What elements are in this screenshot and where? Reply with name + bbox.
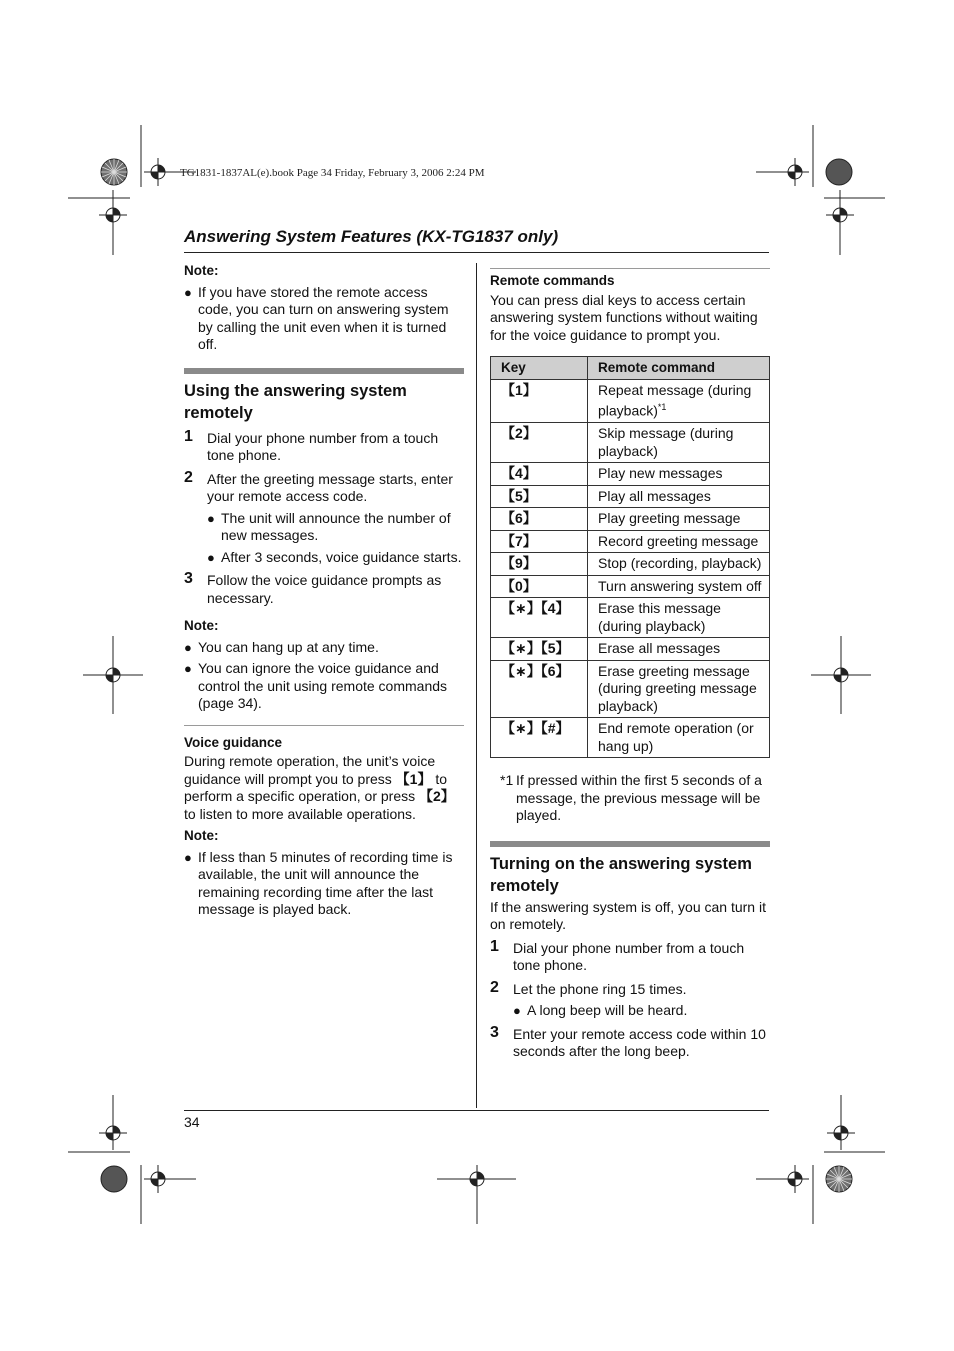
section-title: Turning on the answering system remotely	[490, 854, 752, 895]
key-cell: 【0】	[491, 575, 588, 598]
footer-rule	[184, 1110, 769, 1111]
key-cell: 【2】	[491, 423, 588, 463]
table-row	[491, 638, 770, 661]
list-item: ● You can ignore the voice guidance and control the unit using remote commands (page 34).	[184, 660, 448, 711]
step-text: Enter your remote access code within 10 seconds after the long beep.	[513, 1025, 766, 1060]
key-cell: 【6】	[491, 508, 588, 531]
footnote-text: If pressed within the first 5 seconds of a message, the previous message will be played.	[516, 772, 762, 824]
table-row	[491, 463, 770, 486]
table-row	[491, 530, 770, 553]
section-bar	[184, 368, 464, 374]
note-title: Note:	[184, 618, 219, 633]
key-cell: 【∗】【6】	[491, 660, 588, 718]
step-number: 2	[184, 468, 193, 486]
list-item: ● After 3 seconds, voice guidance starts.	[207, 548, 462, 565]
table-row	[491, 598, 770, 638]
key-cell: 【1】	[491, 379, 588, 423]
command-cell: Erase all messages	[588, 638, 770, 661]
key-cell: 【7】	[491, 530, 588, 553]
command-cell: Turn answering system off	[588, 575, 770, 598]
note-title: Note:	[184, 263, 219, 278]
footnote-mark: *1	[500, 772, 514, 789]
footnote	[500, 772, 770, 825]
section-intro: If the answering system is off, you can turn it on remotely.	[490, 898, 766, 933]
command-cell: Stop (recording, playback)	[588, 553, 770, 576]
step-item	[490, 937, 770, 975]
command-cell: Record greeting message	[588, 530, 770, 553]
command-cell: Play greeting message	[588, 508, 770, 531]
step-item	[184, 468, 464, 567]
voice-guidance-text: During remote operation, the unit’s voice guidance will prompt you to press 【1】 to perform a specific operation, or press 【2】 to listen to more available operations.	[184, 753, 455, 822]
page-number: 34	[184, 1114, 200, 1130]
step-item	[184, 427, 464, 465]
left-column	[184, 262, 464, 923]
key-cell: 【∗】【5】	[491, 638, 588, 661]
command-cell: End remote operation (or hang up)	[588, 718, 770, 758]
step-text: Dial your phone number from a touch tone phone.	[513, 939, 745, 974]
step-number: 2	[490, 978, 499, 996]
list-item: ● If you have stored the remote access code, you can turn on answering system by calling the unit even when it is turned off.	[184, 283, 449, 352]
table-row	[491, 575, 770, 598]
divider	[490, 268, 770, 269]
note-title: Note:	[184, 828, 219, 843]
table-row	[491, 379, 770, 423]
step-text: Dial your phone number from a touch tone phone.	[207, 429, 439, 463]
table-row	[491, 423, 770, 463]
remote-commands-table	[490, 356, 770, 758]
column-header: Key	[491, 357, 588, 380]
command-cell: Erase greeting message (during greeting message playback)	[588, 660, 770, 718]
table-row	[491, 660, 770, 718]
step-number: 3	[184, 570, 193, 587]
subsection-title: Remote commands	[490, 273, 615, 288]
command-cell: Erase this message (during playback)	[588, 598, 770, 638]
table-row	[491, 718, 770, 758]
column-header: Remote command	[588, 357, 770, 380]
key-2-label: 【2】	[419, 788, 455, 804]
step-text: Follow the voice guidance prompts as necessary.	[207, 572, 442, 606]
table-row	[491, 553, 770, 576]
divider	[184, 725, 464, 726]
step-text: Let the phone ring 15 times.	[513, 980, 687, 997]
key-cell: 【∗】【#】	[491, 718, 588, 758]
list-item: ● If less than 5 minutes of recording time is available, the unit will announce the remaining recording time after the last message is played back.	[184, 848, 453, 917]
step-item	[184, 572, 464, 607]
table-header-row	[491, 357, 770, 380]
right-column	[490, 268, 770, 1067]
step-number: 3	[490, 1023, 499, 1041]
step-item	[490, 978, 770, 1020]
step-number: 1	[490, 937, 499, 955]
footnote-ref: *1	[657, 402, 667, 412]
key-cell: 【4】	[491, 463, 588, 486]
command-cell: Skip message (during playback)	[588, 423, 770, 463]
key-cell: 【∗】【4】	[491, 598, 588, 638]
step-text: After the greeting message starts, enter your remote access code.	[207, 470, 453, 504]
column-divider	[476, 263, 477, 1108]
command-cell: Repeat message (during playback)$^{*1}$	[588, 379, 770, 423]
list-item: ● A long beep will be heard.	[513, 1002, 688, 1019]
table-row	[491, 485, 770, 508]
page-title: Answering System Features (KX-TG1837 only)	[184, 227, 559, 246]
list-item: ● You can hang up at any time.	[184, 638, 379, 655]
list-item: ● The unit will announce the number of new messages.	[207, 509, 451, 543]
table-row	[491, 508, 770, 531]
command-cell: Play new messages	[588, 463, 770, 486]
section-bar	[490, 841, 770, 847]
remote-commands-intro: You can press dial keys to access certain answering system functions without waiting for the voice guidance to prompt you.	[490, 291, 758, 343]
header-rule	[184, 252, 769, 253]
step-item	[490, 1023, 770, 1061]
print-info: TG1831-1837AL(e).book Page 34 Friday, February 3, 2006 2:24 PM	[180, 167, 485, 179]
step-number: 1	[184, 427, 193, 445]
key-cell: 【9】	[491, 553, 588, 576]
subsection-title: Voice guidance	[184, 734, 283, 750]
command-cell: Play all messages	[588, 485, 770, 508]
key-cell: 【5】	[491, 485, 588, 508]
key-1-label: 【1】	[395, 770, 432, 787]
section-title: Using the answering system remotely	[184, 381, 407, 422]
